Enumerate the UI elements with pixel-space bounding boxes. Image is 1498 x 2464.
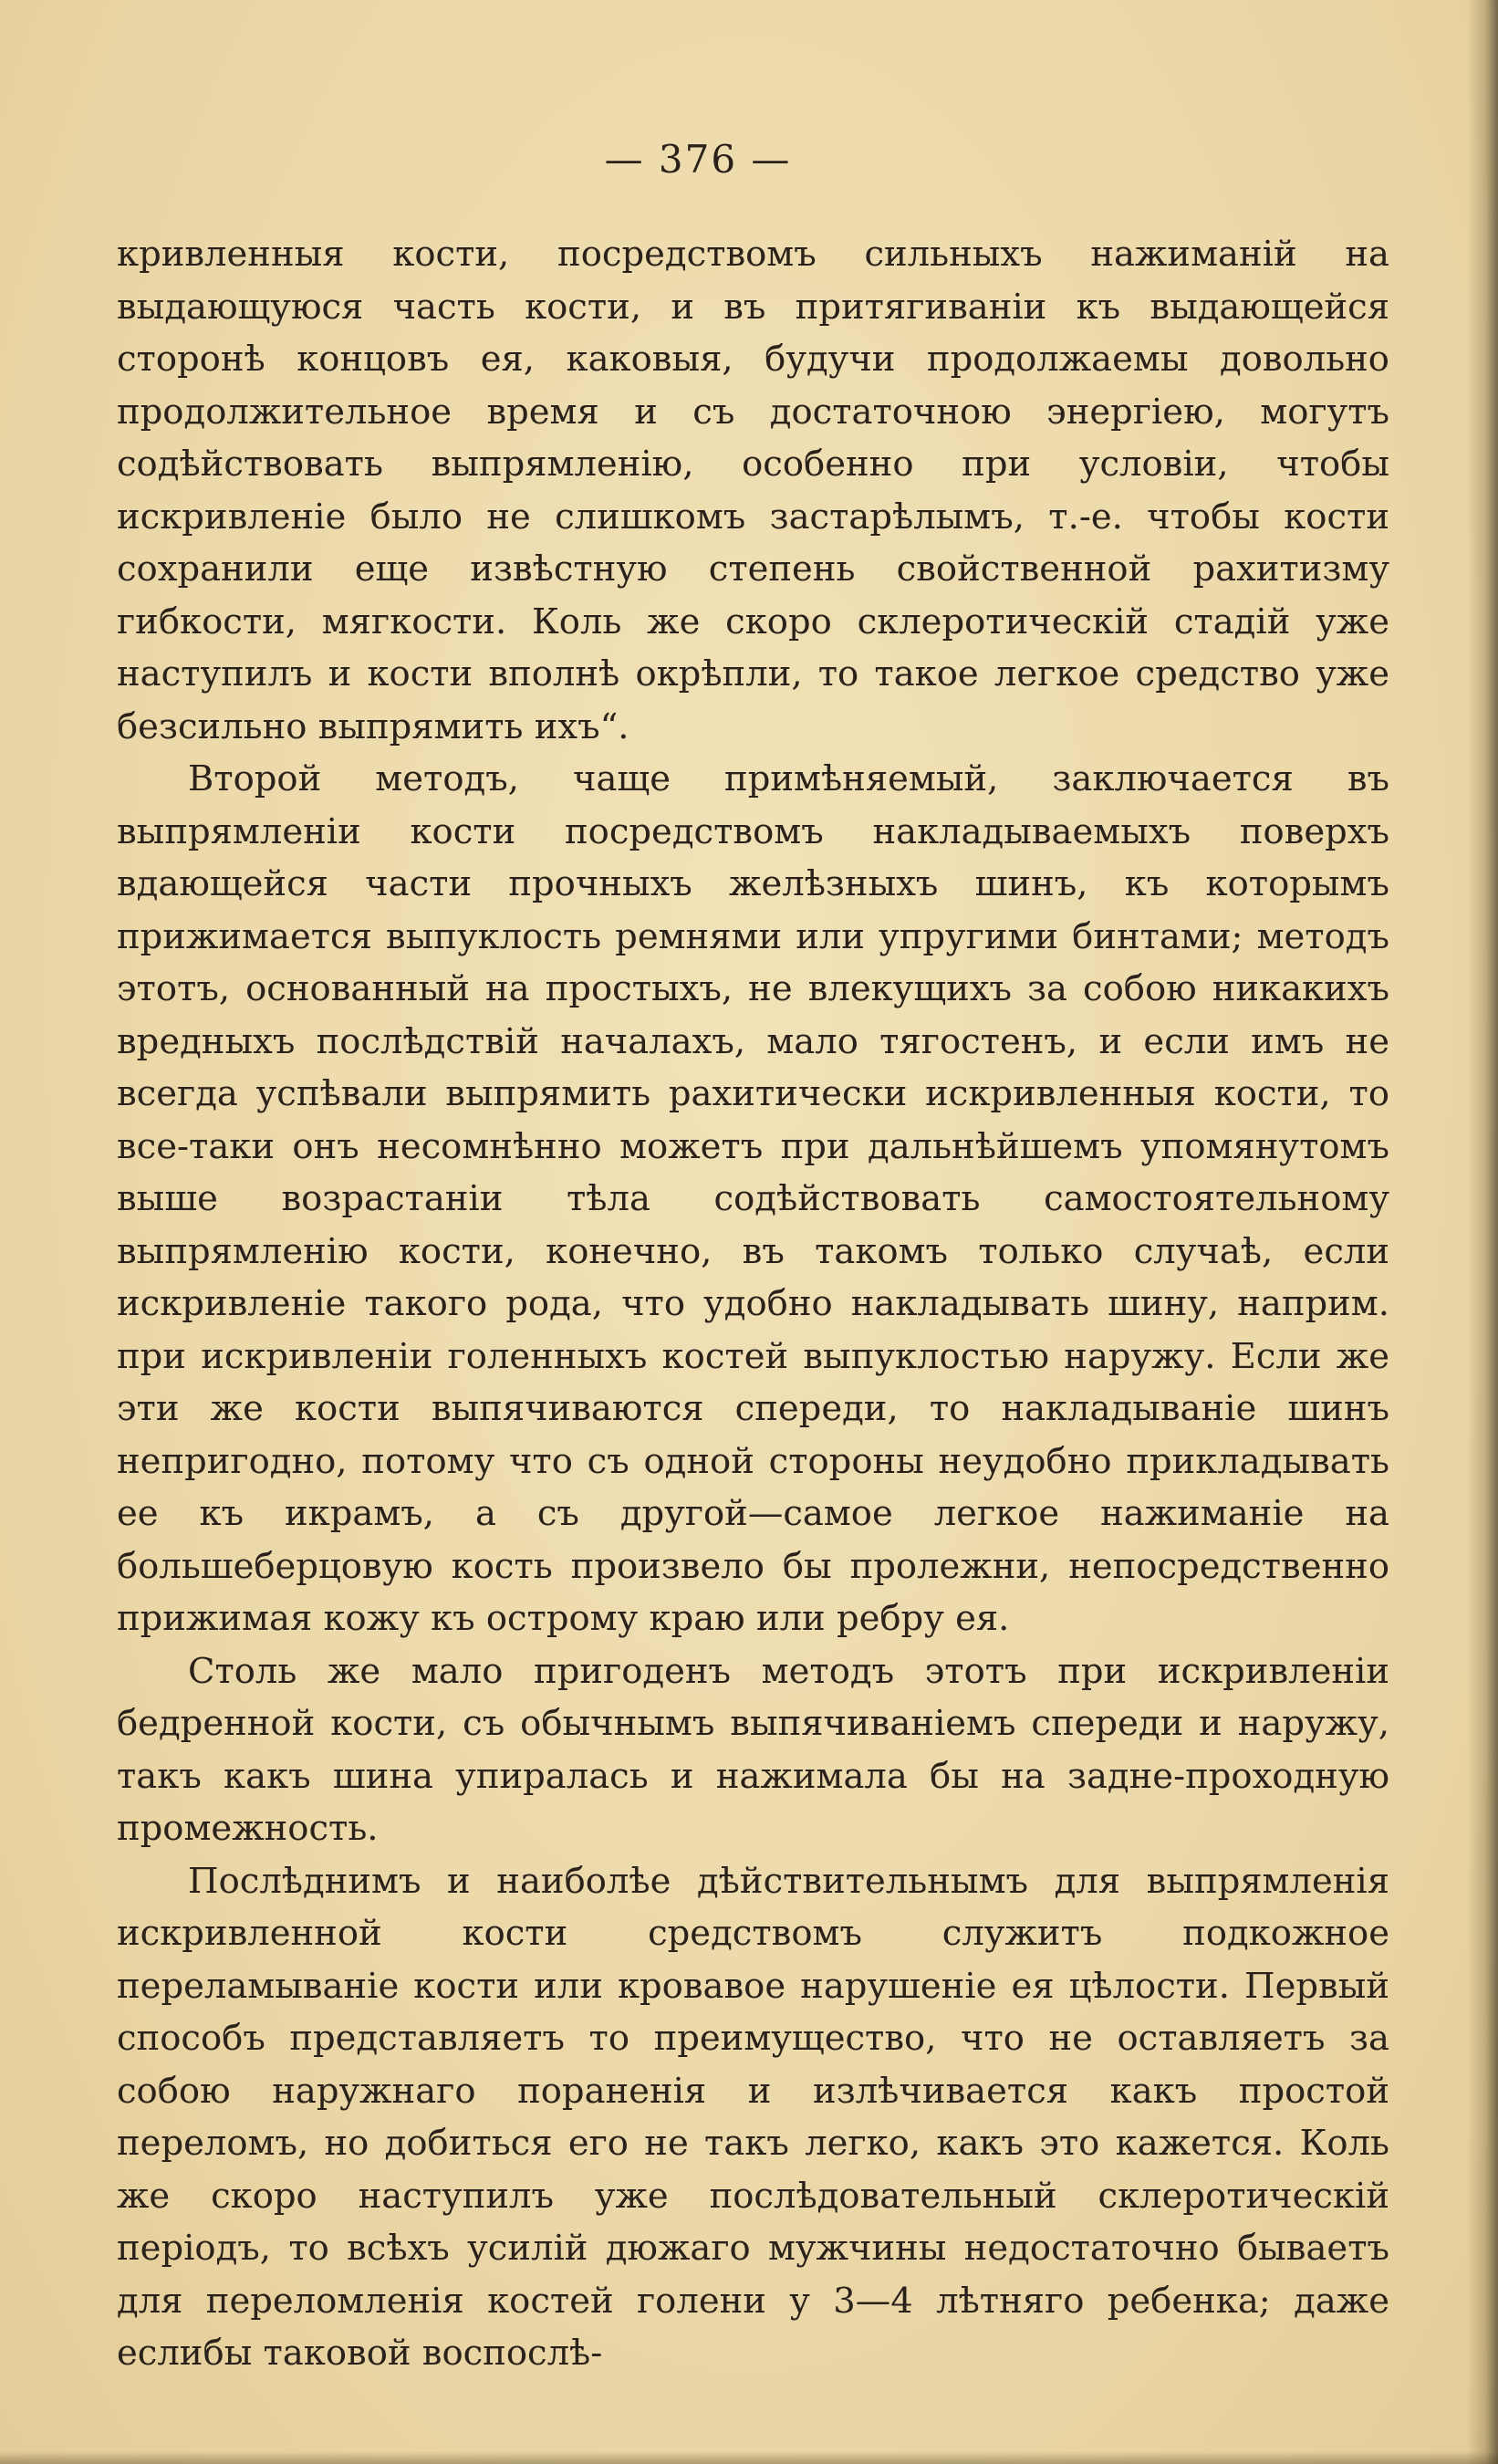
body-text: [117, 228, 1389, 2380]
page-number: — 376 —: [604, 137, 792, 182]
page-bottom-shadow: [0, 2451, 1498, 2464]
paragraph-2: Второй методъ, чаще примѣняемый, заключается въ выпрямленіи кости посредствомъ накладываемыхъ поверхъ вдающейся части прочныхъ желѣзныхъ шинъ, къ которымъ прижимается выпуклость ремнями или упругими бинтами; методъ этотъ, основанный на простыхъ, не влекущихъ за собою никакихъ вредныхъ послѣдствій началахъ, мало тягостенъ, и если имъ не всегда успѣвали выпрямить рахитически искривленныя кости, то все-таки онъ несомнѣнно можетъ при дальнѣйшемъ упомянутомъ выше возрастаніи тѣла содѣйствовать самостоятельному выпрямленію кости, конечно, въ такомъ только случаѣ, если искривленіе такого рода, что удобно накладывать шину, наприм. при искривленіи голенныхъ костей выпуклостью наружу. Если же эти же кости выпячиваются спереди, то накладываніе шинъ непригодно, потому что съ одной стороны неудобно прикладывать ее къ икрамъ, а съ другой—самое легкое нажиманіе на большеберцовую кость произвело бы пролежни, непосредственно прижимая кожу къ острому краю или ребру ея.: [117, 758, 1389, 1639]
page-edge-shadow: [1467, 0, 1498, 2464]
paragraph-1: кривленныя кости, посредствомъ сильныхъ нажиманій на выдающуюся часть кости, и въ притягиваніи къ выдающейся сторонѣ концовъ ея, каковыя, будучи продолжаемы довольно продолжительное время и съ достаточною энергіею, могутъ содѣйствовать выпрямленію, особенно при условіи, чтобы искривленіе было не слишкомъ застарѣлымъ, т.-е. чтобы кости сохранили еще извѣстную степень свойственной рахитизму гибкости, мягкости. Коль же скоро склеротическій стадій уже наступилъ и кости вполнѣ окрѣпли, то такое легкое средство уже безсильно выпрямить ихъ“.: [117, 234, 1389, 747]
paragraph-3: Столь же мало пригоденъ методъ этотъ при искривленіи бедренной кости, съ обычнымъ выпячиваніемъ спереди и наружу, такъ какъ шина упиралась и нажимала бы на задне-проходную промежность.: [117, 1650, 1389, 1849]
paragraph-4: Послѣднимъ и наиболѣе дѣйствительнымъ для выпрямленія искривленной кости средствомъ служитъ подкожное переламываніе кости или кровавое нарушеніе ея цѣлости. Первый способъ представляетъ то преимущество, что не оставляетъ за собою наружнаго пораненія и излѣчивается какъ простой переломъ, но добиться его не такъ легко, какъ это кажется. Коль же скоро наступилъ уже послѣдовательный склеротическій періодъ, то всѣхъ усилій дюжаго мужчины недостаточно бываетъ для переломленія костей голени у 3—4 лѣтняго ребенка; даже еслибы таковой воспослѣ-: [117, 1860, 1389, 2374]
